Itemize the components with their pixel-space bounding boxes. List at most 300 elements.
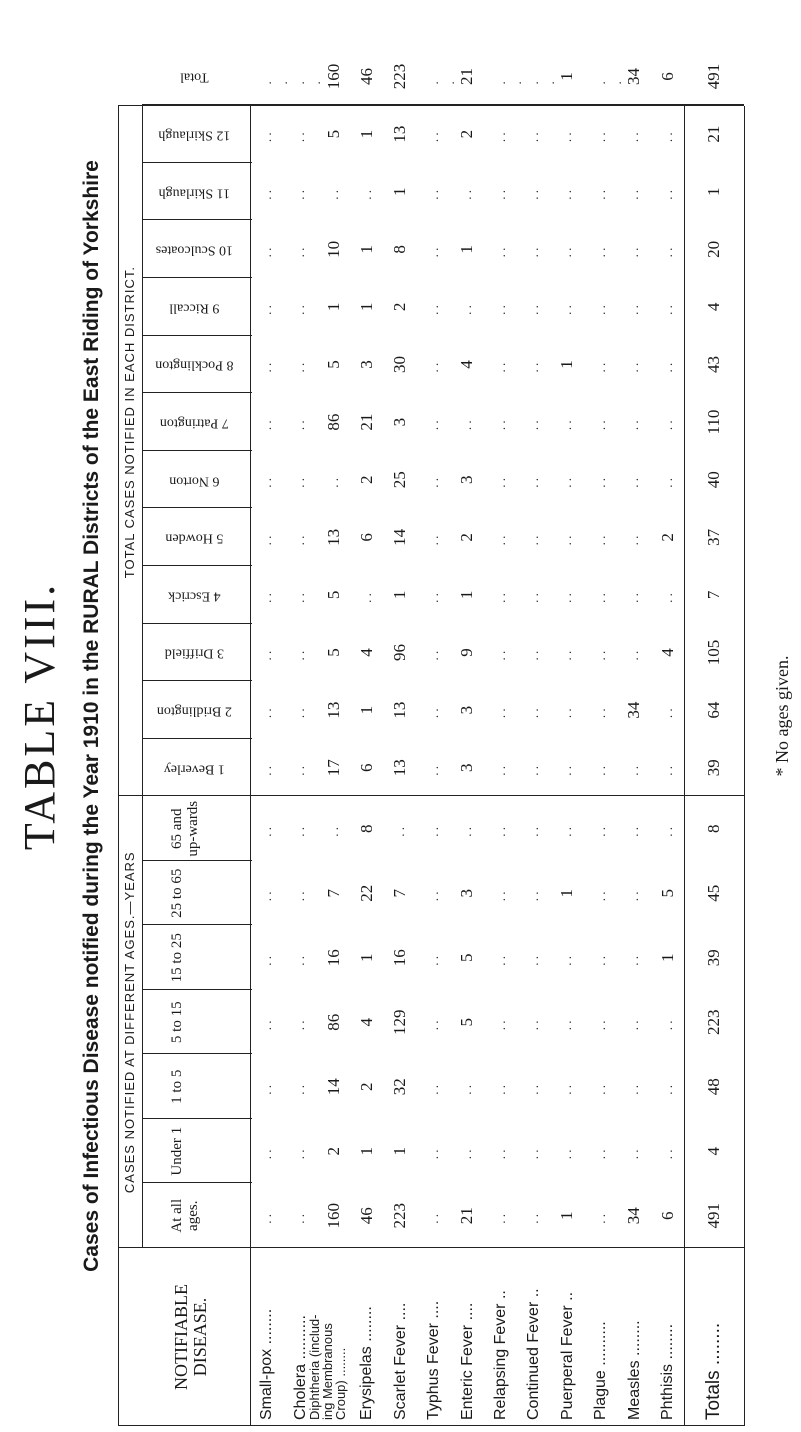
age-count-cell: 1 [557, 1211, 577, 1220]
empty-cell-dots: . . [258, 362, 274, 373]
empty-cell-dots: . . [425, 708, 441, 719]
empty-cell-dots: . . [559, 650, 575, 661]
empty-cell-dots: . . [592, 132, 608, 143]
district-count-cell: 2 [356, 475, 376, 484]
empty-cell-dots: . . [525, 765, 541, 776]
empty-cell-dots: . . [626, 305, 642, 315]
empty-cell-dots: . . [258, 1214, 274, 1224]
table-rule-horizontal [684, 106, 685, 1426]
empty-cell-dots: . . [492, 362, 508, 373]
district-count-cell: 160 [323, 63, 343, 90]
table-rule-vertical [118, 796, 744, 797]
district-column-header: Total [180, 69, 209, 85]
empty-cell-dots: . . [525, 1020, 541, 1031]
district-count-cell: 1 [356, 129, 376, 139]
empty-cell-dots: . . [258, 1085, 274, 1095]
age-column-header: 65 and up-wards [169, 800, 201, 857]
table-rule-horizontal [744, 106, 745, 1426]
empty-cell-dots: . . [559, 1085, 575, 1095]
empty-cell-dots: . . [292, 420, 308, 431]
age-count-cell: 7 [323, 889, 343, 898]
empty-cell-dots: . . [258, 1149, 274, 1160]
district-column-header: 11 Skirlaugh [158, 185, 231, 201]
district-count-cell: 1 [457, 245, 477, 254]
disease-label: Diphtheria (includ- ing Membranous Croup) ........ [307, 1314, 348, 1420]
empty-cell-dots: . . [626, 362, 642, 373]
empty-cell-dots: . . [592, 956, 608, 966]
district-count-cell: 1 [390, 187, 410, 196]
empty-cell-dots: . . [592, 81, 624, 85]
district-count-cell: 13 [323, 528, 343, 546]
age-count-cell: 1 [657, 953, 677, 962]
district-column-header: 8 Pocklington [155, 357, 234, 373]
district-count-cell: 34 [624, 701, 644, 719]
empty-cell-dots: . . [292, 650, 308, 661]
empty-cell-dots: . . [525, 827, 541, 837]
district-count-cell: 13 [390, 759, 410, 777]
age-count-cell: 1 [356, 1147, 376, 1156]
district-count-cell: 1 [356, 245, 376, 254]
table-rule-vertical [142, 738, 252, 739]
empty-cell-dots: . . [492, 247, 508, 258]
empty-cell-dots: . . [425, 650, 441, 661]
empty-cell-dots: . . [425, 247, 441, 258]
district-count-cell: 1 [557, 72, 577, 81]
empty-cell-dots: . . [525, 189, 541, 200]
empty-cell-dots: . . [292, 1149, 308, 1160]
empty-cell-dots: . . [492, 765, 508, 776]
age-count-cell: 1 [557, 889, 577, 898]
empty-cell-dots: . . [258, 247, 274, 258]
district-count-cell: 5 [323, 129, 343, 139]
empty-cell-dots: . . [559, 1020, 575, 1031]
empty-cell-dots: . . [626, 1020, 642, 1031]
age-total-cell: 223 [704, 1009, 724, 1035]
empty-cell-dots: . . [292, 1085, 308, 1095]
table-rule-vertical [142, 335, 252, 336]
empty-cell-dots: . . [525, 708, 541, 719]
empty-cell-dots: . . [492, 132, 508, 143]
empty-cell-dots: . . [492, 420, 508, 431]
empty-cell-dots: . . [592, 650, 608, 661]
empty-cell-dots: . . [459, 305, 475, 315]
empty-cell-dots: . . [559, 765, 575, 776]
district-count-cell: 6 [657, 72, 677, 81]
empty-cell-dots: . . [559, 708, 575, 719]
age-count-cell: 34 [624, 1207, 644, 1225]
empty-cell-dots: . . [592, 1020, 608, 1031]
district-total-cell: 20 [704, 240, 724, 258]
empty-cell-dots: . . [425, 420, 441, 431]
district-count-cell: 30 [390, 356, 410, 374]
district-total-cell: 64 [704, 701, 724, 719]
age-count-cell: 2 [323, 1147, 343, 1156]
disease-label: Erysipelas ........ [358, 1306, 376, 1420]
empty-cell-dots: . . [626, 247, 642, 258]
empty-cell-dots: . . [325, 189, 341, 200]
district-total-cell: 1 [704, 187, 724, 196]
empty-cell-dots: . . [492, 650, 508, 661]
district-count-cell: 13 [390, 701, 410, 719]
age-count-cell: 14 [323, 1078, 343, 1096]
empty-cell-dots: . . [425, 535, 441, 546]
empty-cell-dots: . . [559, 593, 575, 603]
district-total-cell: 4 [704, 302, 724, 312]
age-total-cell: 8 [704, 824, 724, 833]
district-count-cell: 13 [323, 701, 343, 719]
empty-cell-dots: . . [626, 650, 642, 661]
empty-cell-dots: . . [592, 765, 608, 776]
empty-cell-dots: . . [459, 189, 475, 200]
empty-cell-dots: . . [425, 765, 441, 776]
table-rule-vertical [142, 104, 744, 105]
empty-cell-dots: . . [659, 827, 675, 837]
district-count-cell: 1 [356, 705, 376, 715]
empty-cell-dots: . . [592, 189, 608, 200]
empty-cell-dots: . . [592, 891, 608, 902]
district-count-cell: 4 [657, 648, 677, 657]
table-rule-vertical [142, 450, 252, 451]
page-title: TABLE VIII. [15, 581, 64, 851]
empty-cell-dots: . . [425, 956, 441, 966]
empty-cell-dots: . . [492, 956, 508, 966]
table-rule-vertical [142, 1183, 252, 1184]
empty-cell-dots: . . [592, 593, 608, 603]
district-count-cell: 4 [356, 648, 376, 657]
empty-cell-dots: . . [592, 362, 608, 373]
empty-cell-dots: . . [492, 189, 508, 200]
age-count-cell: 8 [356, 824, 376, 833]
empty-cell-dots: . . [258, 81, 290, 85]
empty-cell-dots: . . [425, 1085, 441, 1095]
empty-cell-dots: . . [525, 305, 541, 315]
disease-label: Plague .......... [592, 1321, 610, 1420]
district-count-cell: 1 [390, 590, 410, 600]
age-count-cell: 6 [657, 1211, 677, 1220]
empty-cell-dots: . . [258, 765, 274, 776]
empty-cell-dots: . . [559, 189, 575, 200]
empty-cell-dots: . . [525, 1149, 541, 1160]
empty-cell-dots: . . [325, 827, 341, 837]
district-column-header: 10 Sculcoates [155, 242, 234, 258]
empty-cell-dots: . . [459, 1149, 475, 1160]
empty-cell-dots: . . [292, 891, 308, 902]
empty-cell-dots: . . [492, 708, 508, 719]
empty-cell-dots: . . [292, 1020, 308, 1031]
empty-cell-dots: . . [258, 956, 274, 966]
age-count-cell: 46 [356, 1207, 376, 1225]
disease-label: Enteric Fever .... [458, 1302, 476, 1420]
district-count-cell: 8 [390, 245, 410, 254]
table-rule-vertical [118, 1425, 744, 1426]
table-rule-horizontal [250, 106, 251, 1426]
district-count-cell: 86 [323, 413, 343, 431]
district-count-cell: 5 [323, 648, 343, 657]
age-count-cell: 5 [457, 1018, 477, 1027]
age-count-cell: 1 [390, 1147, 410, 1156]
disease-label: Puerperal Fever .. [558, 1291, 576, 1420]
district-column-header: 9 Riccall [169, 300, 220, 316]
district-count-cell: 2 [457, 129, 477, 139]
empty-cell-dots: . . [525, 593, 541, 603]
empty-cell-dots: . . [559, 956, 575, 966]
empty-cell-dots: . . [592, 247, 608, 258]
empty-cell-dots: . . [525, 1085, 541, 1095]
table-rule-horizontal [118, 106, 119, 1426]
table-rule-vertical [142, 925, 252, 926]
ages-group-header: CASES NOTIFIED AT DIFFERENT AGES.—YEARS [122, 851, 137, 1194]
district-count-cell: 6 [356, 763, 376, 772]
table-rule-vertical [142, 1054, 252, 1055]
age-count-cell: 5 [657, 889, 677, 898]
empty-cell-dots: . . [525, 956, 541, 966]
empty-cell-dots: . . [492, 1020, 508, 1031]
empty-cell-dots: . . [592, 477, 608, 488]
empty-cell-dots: . . [659, 132, 675, 143]
empty-cell-dots: . . [659, 593, 675, 603]
empty-cell-dots: . . [659, 420, 675, 431]
district-count-cell: 21 [457, 68, 477, 86]
district-count-cell: 14 [390, 528, 410, 546]
table-rule-vertical [142, 565, 252, 566]
empty-cell-dots: . . [626, 593, 642, 603]
empty-cell-dots: . . [258, 650, 274, 661]
district-count-cell: 2 [390, 302, 410, 312]
empty-cell-dots: . . [258, 593, 274, 603]
empty-cell-dots: . . [592, 1214, 608, 1224]
empty-cell-dots: . . [258, 708, 274, 719]
empty-cell-dots: . . [292, 708, 308, 719]
empty-cell-dots: . . [659, 189, 675, 200]
empty-cell-dots: . . [425, 189, 441, 200]
table-rule-vertical [118, 1247, 744, 1248]
empty-cell-dots: . . [425, 827, 441, 837]
disease-label: Cholera .......... [291, 1315, 309, 1420]
empty-cell-dots: . . [592, 1149, 608, 1160]
footnote: * No ages given. [772, 655, 792, 777]
empty-cell-dots: . . [626, 477, 642, 488]
empty-cell-dots: . . [492, 81, 524, 85]
empty-cell-dots: . . [659, 765, 675, 776]
empty-cell-dots: . . [559, 247, 575, 258]
empty-cell-dots: . . [325, 477, 341, 488]
district-total-cell: 7 [704, 590, 724, 600]
empty-cell-dots: . . [292, 305, 308, 315]
age-count-cell: 1 [356, 953, 376, 962]
disease-label: Typhus Fever .... [425, 1300, 443, 1420]
empty-cell-dots: . . [659, 1149, 675, 1160]
district-count-cell: 96 [390, 644, 410, 662]
age-count-cell: 16 [323, 949, 343, 967]
district-column-header: 1 Beverley [163, 761, 225, 777]
disease-label: Scarlet Fever .... [391, 1302, 409, 1420]
table-rule-vertical [142, 989, 252, 990]
district-count-cell: 2 [457, 533, 477, 542]
empty-cell-dots: . . [425, 1214, 441, 1224]
empty-cell-dots: . . [626, 891, 642, 902]
empty-cell-dots: . . [459, 420, 475, 431]
empty-cell-dots: . . [592, 420, 608, 431]
empty-cell-dots: . . [292, 535, 308, 546]
empty-cell-dots: . . [525, 81, 557, 85]
empty-cell-dots: . . [525, 650, 541, 661]
empty-cell-dots: . . [492, 891, 508, 902]
empty-cell-dots: . . [492, 1214, 508, 1224]
age-count-cell: 7 [390, 889, 410, 898]
district-count-cell: 2 [657, 533, 677, 542]
district-count-cell: 13 [390, 125, 410, 143]
age-count-cell: 5 [457, 953, 477, 962]
empty-cell-dots: . . [258, 189, 274, 200]
empty-cell-dots: . . [525, 420, 541, 431]
empty-cell-dots: . . [425, 891, 441, 902]
district-count-cell: 34 [624, 68, 644, 86]
table-rule-vertical [142, 1118, 252, 1119]
empty-cell-dots: . . [459, 1085, 475, 1095]
age-count-cell: 16 [390, 949, 410, 967]
empty-cell-dots: . . [258, 132, 274, 143]
empty-cell-dots: . . [292, 827, 308, 837]
empty-cell-dots: . . [626, 765, 642, 776]
empty-cell-dots: . . [425, 1020, 441, 1031]
age-column-header: 25 to 65 [169, 868, 185, 918]
empty-cell-dots: . . [626, 827, 642, 837]
empty-cell-dots: . . [559, 535, 575, 546]
empty-cell-dots: . . [392, 827, 408, 837]
empty-cell-dots: . . [659, 362, 675, 373]
empty-cell-dots: . . [592, 1085, 608, 1095]
empty-cell-dots: . . [258, 305, 274, 315]
empty-cell-dots: . . [292, 189, 308, 200]
district-column-header: 12 Skirlaugh [158, 127, 231, 143]
empty-cell-dots: . . [592, 535, 608, 546]
age-column-header: At all ages. [169, 1198, 201, 1233]
empty-cell-dots: . . [425, 132, 441, 143]
empty-cell-dots: . . [459, 827, 475, 837]
empty-cell-dots: . . [559, 305, 575, 315]
empty-cell-dots: . . [592, 827, 608, 837]
table-rule-vertical [142, 623, 252, 624]
empty-cell-dots: . . [559, 420, 575, 431]
empty-cell-dots: . . [292, 1214, 308, 1224]
age-column-header: Under 1 [169, 1126, 185, 1176]
table-rule-vertical [142, 162, 252, 163]
age-column-header: 1 to 5 [169, 1069, 185, 1104]
empty-cell-dots: . . [292, 956, 308, 966]
disease-table [118, 63, 768, 1426]
district-count-cell: 5 [323, 590, 343, 600]
district-count-cell: 223 [390, 63, 410, 90]
district-count-cell: 3 [457, 705, 477, 715]
empty-cell-dots: . . [525, 535, 541, 546]
disease-label: Relapsing Fever .. [492, 1290, 509, 1420]
empty-cell-dots: . . [525, 477, 541, 488]
empty-cell-dots: . . [525, 1214, 541, 1224]
district-column-header: 2 Bridlington [156, 703, 232, 719]
empty-cell-dots: . . [492, 1085, 508, 1095]
empty-cell-dots: . . [425, 362, 441, 373]
empty-cell-dots: . . [492, 305, 508, 315]
empty-cell-dots: . . [358, 189, 374, 200]
district-column-header: 3 Driffield [164, 645, 224, 661]
table-rule-vertical [142, 680, 252, 681]
age-count-cell: 21 [457, 1207, 477, 1225]
age-total-cell: 39 [704, 949, 724, 967]
district-count-cell: 3 [390, 417, 410, 427]
table-rule-vertical [142, 220, 252, 221]
empty-cell-dots: . . [292, 132, 308, 143]
age-count-cell: 223 [390, 1203, 410, 1229]
age-count-cell: 86 [323, 1013, 343, 1031]
district-count-cell: 25 [390, 471, 410, 489]
district-column-header: 6 Norton [169, 473, 220, 489]
district-column-header: 7 Patrington [159, 415, 229, 431]
empty-cell-dots: . . [292, 477, 308, 488]
age-count-cell: 129 [390, 1009, 410, 1035]
empty-cell-dots: . . [626, 189, 642, 200]
empty-cell-dots: . . [592, 708, 608, 719]
empty-cell-dots: . . [626, 1085, 642, 1095]
empty-cell-dots: . . [659, 708, 675, 719]
district-count-cell: 10 [323, 240, 343, 258]
district-count-cell: 3 [356, 360, 376, 369]
empty-cell-dots: . . [425, 305, 441, 315]
district-total-cell: 37 [704, 528, 724, 546]
district-count-cell: 21 [356, 413, 376, 431]
empty-cell-dots: . . [559, 132, 575, 143]
empty-cell-dots: . . [659, 305, 675, 315]
disease-label: Small-pox ........ [258, 1308, 276, 1420]
empty-cell-dots: . . [626, 132, 642, 143]
empty-cell-dots: . . [626, 1149, 642, 1160]
empty-cell-dots: . . [258, 535, 274, 546]
age-total-cell: 45 [704, 884, 724, 902]
district-count-cell: 17 [323, 759, 343, 777]
age-count-cell: 32 [390, 1078, 410, 1096]
district-count-cell: 1 [457, 590, 477, 600]
empty-cell-dots: . . [425, 477, 441, 488]
age-count-cell: 4 [356, 1018, 376, 1027]
age-total-cell: 491 [704, 1203, 724, 1229]
district-count-cell: 1 [557, 360, 577, 369]
empty-cell-dots: . . [659, 247, 675, 258]
table-rule-vertical [142, 508, 252, 509]
age-count-cell: 2 [356, 1082, 376, 1091]
disease-label: Continued Fever .. [525, 1288, 543, 1420]
empty-cell-dots: . . [492, 1149, 508, 1160]
disease-label: Phthisis ........ [659, 1323, 676, 1420]
age-column-header: 15 to 25 [169, 933, 185, 983]
empty-cell-dots: . . [659, 1085, 675, 1095]
district-count-cell: 1 [356, 302, 376, 312]
district-total-cell: 21 [704, 125, 724, 143]
district-total-cell: 39 [704, 759, 724, 777]
empty-cell-dots: . . [626, 956, 642, 966]
table-rule-vertical [142, 277, 252, 278]
empty-cell-dots: . . [292, 362, 308, 373]
empty-cell-dots: . . [492, 593, 508, 603]
empty-cell-dots: . . [258, 827, 274, 837]
empty-cell-dots: . . [492, 535, 508, 546]
empty-cell-dots: . . [559, 1149, 575, 1160]
empty-cell-dots: . . [559, 477, 575, 488]
empty-cell-dots: . . [525, 362, 541, 373]
district-total-cell: 43 [704, 356, 724, 374]
empty-cell-dots: . . [626, 535, 642, 546]
district-total-cell: 110 [704, 409, 724, 435]
empty-cell-dots: . . [258, 420, 274, 431]
district-total-cell: 491 [704, 63, 724, 90]
